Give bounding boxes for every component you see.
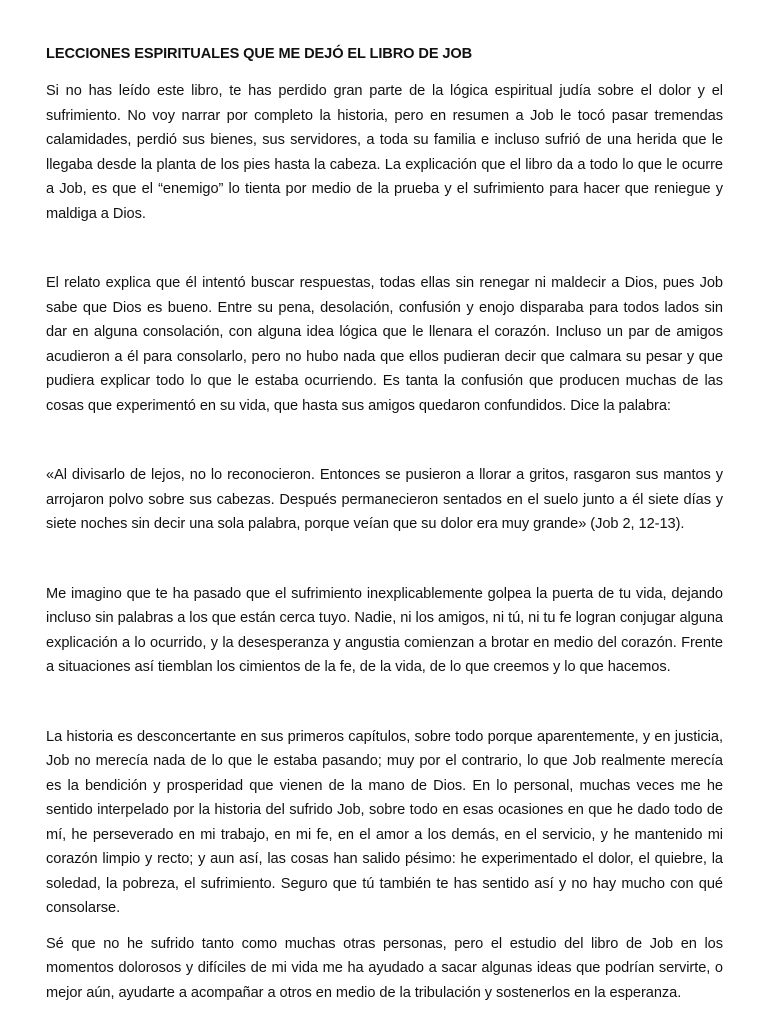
paragraph-relato: El relato explica que él intentó buscar respuestas, todas ellas sin renegar ni maldecir a Dios, pues Job sabe que Dios es bueno. Entre su pena, desolación, confusión y enojo disparaba para todos lados sin dar en alguna consolación, con alguna idea lógica que le llenara el corazón. Incluso un par de amigos acudieron a él para consolarlo, pero no hubo nada que ellos pudieran decir que calmara su pesar y que pudiera explicar todo lo que le estaba ocurriendo. Es tanta la confusión que producen muchas de las cosas que experimentó en su vida, que hasta sus amigos quedaron confundidos. Dice la palabra: [46,275,723,414]
paragraph-intro: Si no has leído este libro, te has perdido gran parte de la lógica espiritual judía sobre el dolor y el sufrimiento. No voy narrar por completo la historia, pero en resumen a Job le tocó pasar tremendas calamidades, perdió sus bienes, sus servidores, a toda su familia e incluso sufrió de una herida que le llegaba desde la planta de los pies hasta la cabeza. La explicación que el libro da a todo lo que le ocurre a Job, es que el “enemigo” lo tienta por medio de la prueba y el sufrimiento para hacer que reniegue y maldiga a Dios. [46,83,723,222]
document-page [46,44,723,1005]
paragraph-sufrimiento: Me imagino que te ha pasado que el sufrimiento inexplicablemente golpea la puerta de tu vida, dejando incluso sin palabras a los que están cerca tuyo. Nadie, ni los amigos, ni tú, ni tu fe logran conjugar alguna explicación a lo ocurrido, y la desesperanza y angustia comienzan a brotar en medio del corazón. Frente a situaciones así tiemblan los cimientos de la fe, de la vida, de lo que creemos y lo que hacemos. [46,585,723,675]
paragraph-historia: La historia es desconcertante en sus primeros capítulos, sobre todo porque aparentemente, y en justicia, Job no merecía nada de lo que le estaba pasando; muy por el contrario, lo que Job realmente merecía es la bendición y prosperidad que vienen de la mano de Dios. En lo personal, muchas veces me he sentido interpelado por la historia del sufrido Job, sobre todo en esas ocasiones en que he dado todo de mí, he perseverado en mi trabajo, en mi fe, en el amor a los demás, en el servicio, y he mantenido mi corazón limpio y recto; y aun así, las cosas han salido pésimo: he experimentado el dolor, el quiebre, la soledad, la pobreza, el sufrimiento. Seguro que tú también te has sentido así y no hay mucho con qué consolarse. [46,728,723,916]
paragraph-quote: «Al divisarlo de lejos, no lo reconocieron. Entonces se pusieron a llorar a gritos, rasgaron sus mantos y arrojaron polvo sobre sus cabezas. Después permanecieron sentados en el suelo junto a él siete días y siete noches sin decir una sola palabra, porque veían que su dolor era muy grande» (Job 2, 12-13). [46,467,723,532]
paragraph-conclusion: Sé que no he sufrido tanto como muchas otras personas, pero el estudio del libro de Job en los momentos dolorosos y difíciles de mi vida me ha ayudado a sacar algunas ideas que podrían servirte, o mejor aún, ayudarte a acompañar a otros en medio de la tribulación y sostenerlos en la esperanza. [46,935,723,1001]
document-title: LECCIONES ESPIRITUALES QUE ME DEJÓ EL LIBRO DE JOB [46,46,473,62]
